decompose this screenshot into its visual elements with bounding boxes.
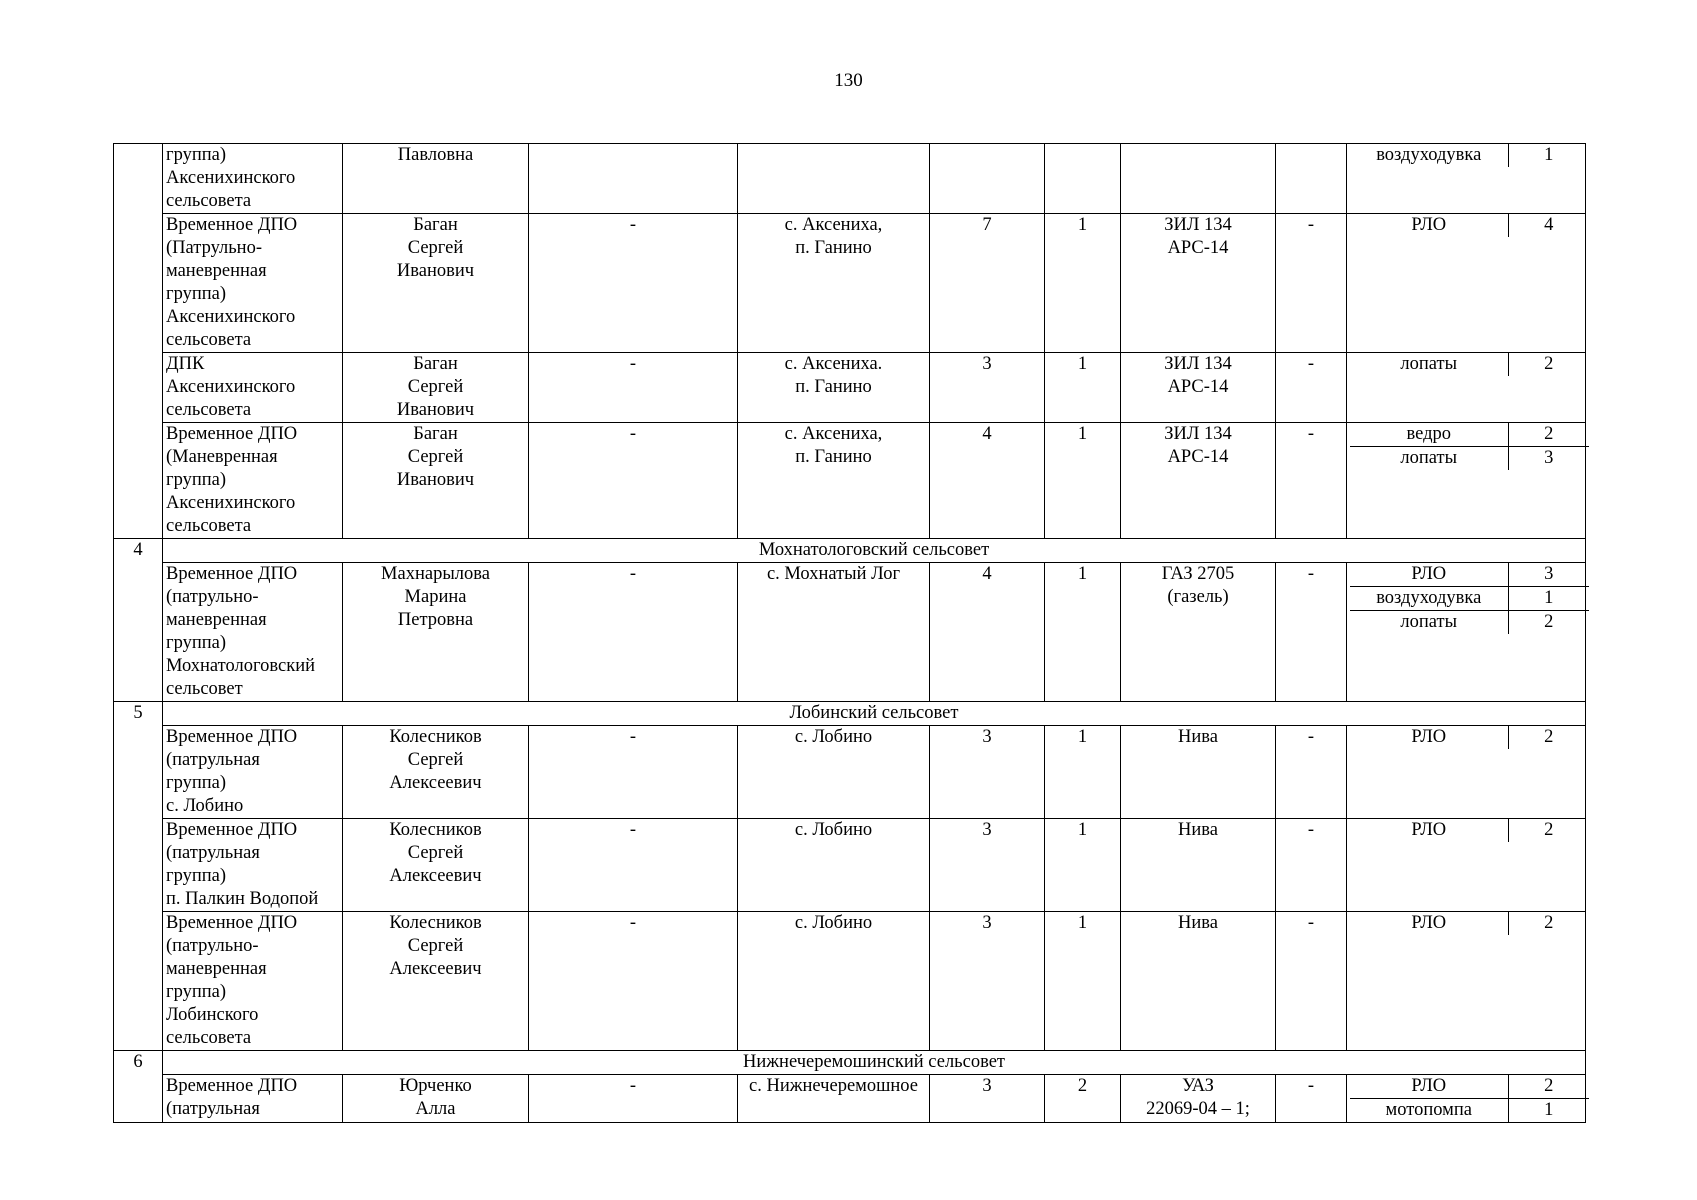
equipment-item bbox=[1350, 144, 1589, 167]
personnel-count-cell: 3 bbox=[930, 912, 1045, 1051]
head-name-cell: Колесников Сергей Алексеевич bbox=[343, 912, 529, 1051]
equipment-list bbox=[1350, 1075, 1589, 1122]
section-title: Нижнечеремошинский сельсовет bbox=[163, 1051, 1586, 1075]
section-number: 6 bbox=[114, 1051, 163, 1123]
extra-cell: - bbox=[1276, 214, 1347, 353]
extra-cell: - bbox=[1276, 912, 1347, 1051]
equipment-list bbox=[1350, 726, 1589, 749]
page-number: 130 bbox=[834, 70, 863, 91]
equipment-list bbox=[1350, 563, 1589, 634]
equipment-table bbox=[113, 143, 1586, 1123]
table-row bbox=[114, 912, 1586, 1051]
equipment-qty: 2 bbox=[1508, 423, 1589, 447]
organization-cell: группа) Аксенихинского сельсовета bbox=[163, 144, 343, 214]
equipment-item bbox=[1350, 447, 1589, 471]
equipment-list bbox=[1350, 353, 1589, 376]
table-row bbox=[114, 819, 1586, 912]
equipment-list bbox=[1350, 214, 1589, 237]
extra-cell: - bbox=[1276, 353, 1347, 423]
equipment-qty: 2 bbox=[1544, 612, 1554, 632]
equipment-item bbox=[1350, 423, 1589, 447]
table-row bbox=[114, 1075, 1586, 1123]
table-row bbox=[114, 423, 1586, 539]
equipment-item bbox=[1350, 912, 1589, 935]
extra-cell bbox=[1276, 144, 1347, 214]
location-cell: с. Лобино bbox=[738, 912, 930, 1051]
equipment-cell bbox=[1347, 1075, 1586, 1123]
location-cell bbox=[738, 144, 930, 214]
contact-cell: - bbox=[529, 563, 738, 702]
equipment-qty: 1 bbox=[1544, 145, 1554, 165]
equipment-list bbox=[1350, 144, 1589, 167]
equipment-qty: 3 bbox=[1508, 563, 1589, 587]
personnel-count-cell bbox=[930, 144, 1045, 214]
equipment-list bbox=[1350, 423, 1589, 470]
extra-cell: - bbox=[1276, 1075, 1347, 1123]
vehicle-count-cell: 2 bbox=[1045, 1075, 1121, 1123]
equipment-name: мотопомпа bbox=[1350, 1099, 1508, 1123]
personnel-count-cell: 7 bbox=[930, 214, 1045, 353]
organization-cell: Временное ДПО (патрульная группа) п. Палкин Водопой bbox=[163, 819, 343, 912]
organization-cell: ДПК Аксенихинского сельсовета bbox=[163, 353, 343, 423]
section-header-row bbox=[114, 539, 1586, 563]
section-title: Мохнатологовский сельсовет bbox=[163, 539, 1586, 563]
table-row bbox=[114, 726, 1586, 819]
equipment-item bbox=[1350, 353, 1589, 376]
contact-cell: - bbox=[529, 1075, 738, 1123]
personnel-count-cell: 3 bbox=[930, 1075, 1045, 1123]
location-cell: с. Мохнатый Лог bbox=[738, 563, 930, 702]
table-row bbox=[114, 563, 1586, 702]
vehicle-cell: УАЗ 22069-04 – 1; bbox=[1121, 1075, 1276, 1123]
organization-cell: Временное ДПО (патрульная bbox=[163, 1075, 343, 1123]
section-header-row bbox=[114, 702, 1586, 726]
organization-cell: Временное ДПО (патрульно- маневренная группа) Мохнатологовский сельсовет bbox=[163, 563, 343, 702]
equipment-qty: 2 bbox=[1544, 354, 1554, 374]
extra-cell: - bbox=[1276, 726, 1347, 819]
extra-cell: - bbox=[1276, 423, 1347, 539]
location-cell: с. Аксениха, п. Ганино bbox=[738, 214, 930, 353]
equipment-name: лопаты bbox=[1350, 447, 1508, 471]
head-name-cell: Баган Сергей Иванович bbox=[343, 353, 529, 423]
equipment-name: РЛО bbox=[1350, 726, 1508, 749]
equipment-qty: 2 bbox=[1508, 1075, 1589, 1099]
equipment-name: РЛО bbox=[1350, 563, 1508, 587]
vehicle-cell: Нива bbox=[1121, 912, 1276, 1051]
equipment-qty: 2 bbox=[1544, 820, 1554, 840]
equipment-name: РЛО bbox=[1350, 1075, 1508, 1099]
contact-cell bbox=[529, 144, 738, 214]
personnel-count-cell: 3 bbox=[930, 353, 1045, 423]
organization-cell: Временное ДПО (патрульная группа) с. Лобино bbox=[163, 726, 343, 819]
vehicle-count-cell: 1 bbox=[1045, 726, 1121, 819]
organization-cell: Временное ДПО (Маневренная группа) Аксенихинского сельсовета bbox=[163, 423, 343, 539]
table-row bbox=[114, 353, 1586, 423]
location-cell: с. Лобино bbox=[738, 726, 930, 819]
head-name-cell: Махнарылова Марина Петровна bbox=[343, 563, 529, 702]
equipment-cell bbox=[1347, 726, 1586, 819]
equipment-name: лопаты bbox=[1350, 611, 1508, 635]
equipment-item bbox=[1350, 1075, 1589, 1099]
contact-cell: - bbox=[529, 353, 738, 423]
equipment-item bbox=[1350, 587, 1589, 611]
personnel-count-cell: 4 bbox=[930, 563, 1045, 702]
equipment-item bbox=[1350, 1099, 1589, 1123]
vehicle-cell: ЗИЛ 134 АРС-14 bbox=[1121, 214, 1276, 353]
section-title: Лобинский сельсовет bbox=[163, 702, 1586, 726]
personnel-count-cell: 3 bbox=[930, 819, 1045, 912]
equipment-cell bbox=[1347, 912, 1586, 1051]
section-number: 5 bbox=[114, 702, 163, 1051]
extra-cell: - bbox=[1276, 563, 1347, 702]
location-cell: с. Аксениха. п. Ганино bbox=[738, 353, 930, 423]
personnel-count-cell: 3 bbox=[930, 726, 1045, 819]
row-number-cell bbox=[114, 144, 163, 539]
vehicle-cell: ЗИЛ 134 АРС-14 bbox=[1121, 353, 1276, 423]
table-row bbox=[114, 214, 1586, 353]
equipment-qty: 1 bbox=[1544, 1100, 1554, 1120]
equipment-item bbox=[1350, 819, 1589, 842]
section-header-row bbox=[114, 1051, 1586, 1075]
table-row bbox=[114, 144, 1586, 214]
personnel-count-cell: 4 bbox=[930, 423, 1045, 539]
vehicle-cell: Нива bbox=[1121, 726, 1276, 819]
equipment-cell bbox=[1347, 144, 1586, 214]
location-cell: с. Нижнечеремошное bbox=[738, 1075, 930, 1123]
vehicle-count-cell: 1 bbox=[1045, 563, 1121, 702]
vehicle-count-cell: 1 bbox=[1045, 353, 1121, 423]
equipment-qty: 1 bbox=[1508, 587, 1589, 611]
equipment-item bbox=[1350, 214, 1589, 237]
section-number: 4 bbox=[114, 539, 163, 702]
contact-cell: - bbox=[529, 726, 738, 819]
equipment-name: РЛО bbox=[1350, 912, 1508, 935]
equipment-cell bbox=[1347, 423, 1586, 539]
equipment-cell bbox=[1347, 563, 1586, 702]
equipment-name: ведро bbox=[1350, 423, 1508, 447]
equipment-cell bbox=[1347, 819, 1586, 912]
equipment-item bbox=[1350, 563, 1589, 587]
location-cell: с. Аксениха, п. Ганино bbox=[738, 423, 930, 539]
equipment-name: лопаты bbox=[1350, 353, 1508, 376]
equipment-list bbox=[1350, 819, 1589, 842]
equipment-qty: 2 bbox=[1544, 727, 1554, 747]
equipment-name: воздуходувка bbox=[1350, 144, 1508, 167]
vehicle-cell bbox=[1121, 144, 1276, 214]
equipment-qty: 4 bbox=[1544, 215, 1554, 235]
vehicle-cell: Нива bbox=[1121, 819, 1276, 912]
contact-cell: - bbox=[529, 214, 738, 353]
head-name-cell: Колесников Сергей Алексеевич bbox=[343, 726, 529, 819]
equipment-name: воздуходувка bbox=[1350, 587, 1508, 611]
equipment-qty: 2 bbox=[1544, 913, 1554, 933]
organization-cell: Временное ДПО (патрульно- маневренная группа) Лобинского сельсовета bbox=[163, 912, 343, 1051]
equipment-item bbox=[1350, 611, 1589, 635]
head-name-cell: Баган Сергей Иванович bbox=[343, 423, 529, 539]
head-name-cell: Колесников Сергей Алексеевич bbox=[343, 819, 529, 912]
equipment-name: РЛО bbox=[1350, 214, 1508, 237]
equipment-item bbox=[1350, 726, 1589, 749]
extra-cell: - bbox=[1276, 819, 1347, 912]
vehicle-cell: ЗИЛ 134 АРС-14 bbox=[1121, 423, 1276, 539]
vehicle-count-cell: 1 bbox=[1045, 819, 1121, 912]
head-name-cell: Баган Сергей Иванович bbox=[343, 214, 529, 353]
head-name-cell: Юрченко Алла bbox=[343, 1075, 529, 1123]
vehicle-count-cell: 1 bbox=[1045, 423, 1121, 539]
vehicle-count-cell: 1 bbox=[1045, 214, 1121, 353]
contact-cell: - bbox=[529, 819, 738, 912]
equipment-qty: 3 bbox=[1544, 448, 1554, 468]
contact-cell: - bbox=[529, 423, 738, 539]
vehicle-count-cell: 1 bbox=[1045, 912, 1121, 1051]
equipment-cell bbox=[1347, 353, 1586, 423]
head-name-cell: Павловна bbox=[343, 144, 529, 214]
equipment-cell bbox=[1347, 214, 1586, 353]
equipment-list bbox=[1350, 912, 1589, 935]
contact-cell: - bbox=[529, 912, 738, 1051]
location-cell: с. Лобино bbox=[738, 819, 930, 912]
vehicle-count-cell bbox=[1045, 144, 1121, 214]
organization-cell: Временное ДПО (Патрульно- маневренная группа) Аксенихинского сельсовета bbox=[163, 214, 343, 353]
equipment-name: РЛО bbox=[1350, 819, 1508, 842]
vehicle-cell: ГАЗ 2705 (газель) bbox=[1121, 563, 1276, 702]
